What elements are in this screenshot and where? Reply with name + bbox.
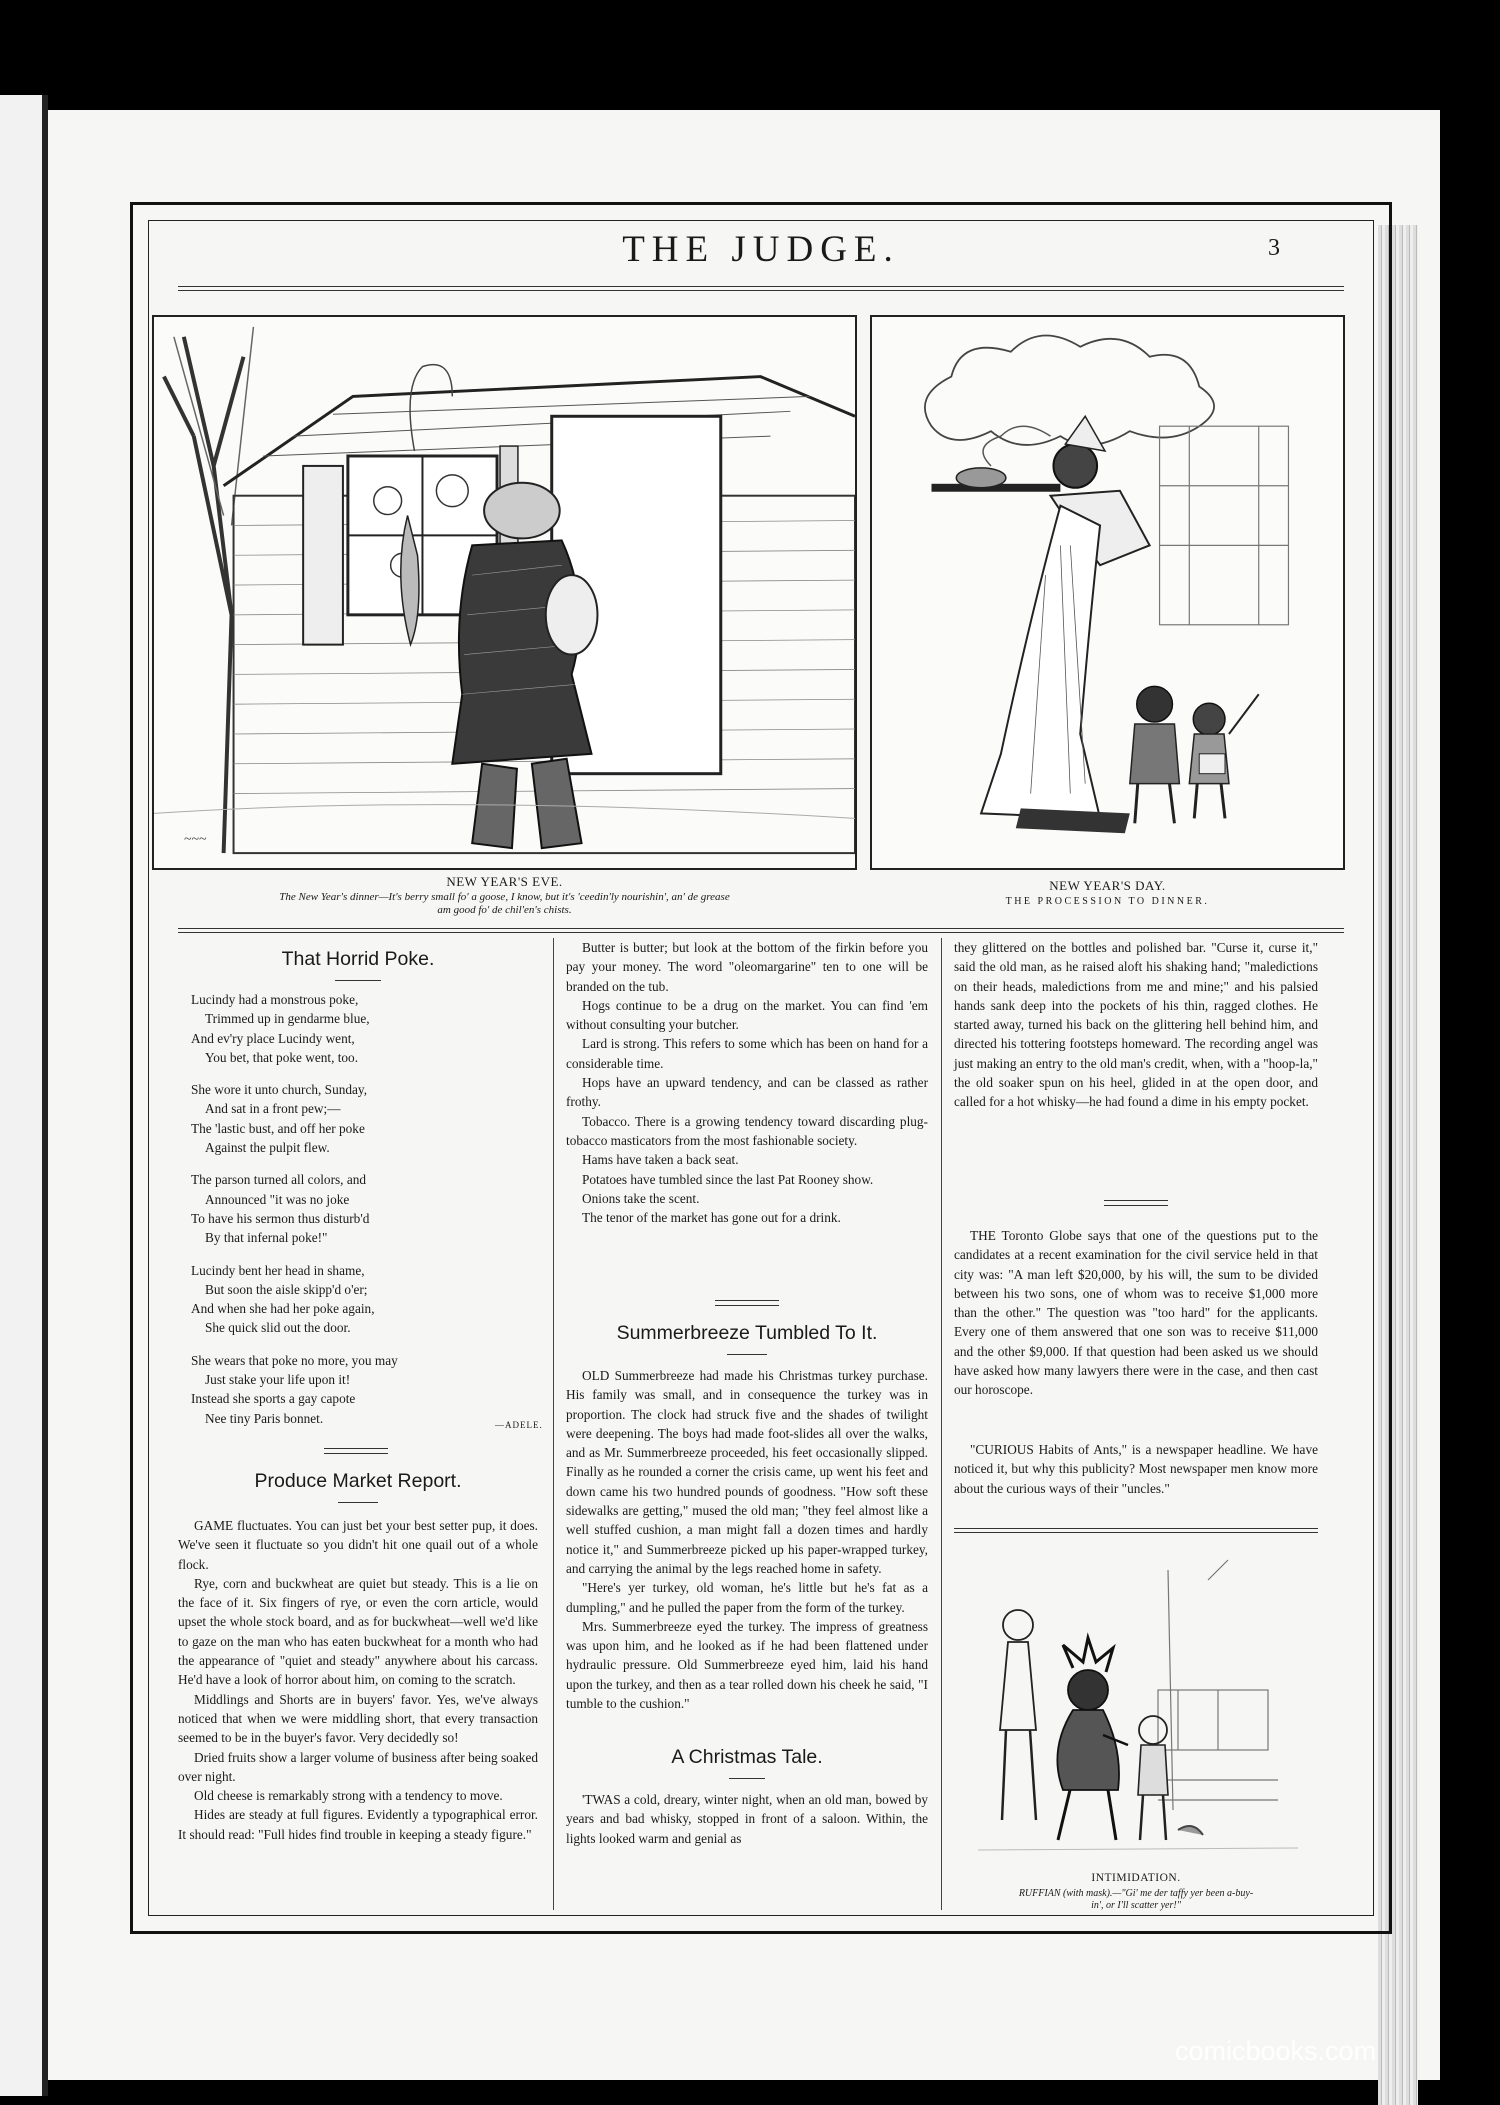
produce-paragraph: Hides are steady at full figures. Evidently a typographical error. It should read: "Full hides find trouble in keeping a steady figure.": [178, 1807, 538, 1842]
christmas-paragraph: they glittered on the bottles and polished bar. "Curse it, curse it," said the old man, as he raised aloft his shaking hand; "maledictions on their heads, maledictions from me and mine;" and his palsied hands sank deep into the pockets of his thin, ragged clothes. He started away, turned his back on the glittering hell behind him, and directed his tottering footsteps homeward. The recording angel was just making an entry to the old man's credit, when, with a "hoop-la," the old soaker spun on his heel, glided in at the open door, and called for a hot whisky—he had found a dime in his empty pocket.: [954, 940, 1318, 1110]
poem-signature: —ADELE.: [495, 1420, 543, 1430]
masthead-rule: [178, 286, 1344, 291]
poem-line: Against the pulpit flew.: [205, 1140, 330, 1156]
produce-paragraph: Potatoes have tumbled since the last Pat Rooney show.: [582, 1171, 874, 1187]
eve-caption-title: NEW YEAR'S EVE.: [446, 874, 563, 889]
day-caption-title: NEW YEAR'S DAY.: [1049, 878, 1166, 893]
ants-item: [954, 1440, 1318, 1498]
intimidation-illustration: [978, 1550, 1298, 1868]
page-number: 3: [1268, 235, 1280, 261]
poem-body: [191, 990, 541, 1428]
ants-paragraph: "CURIOUS Habits of Ants," is a newspaper headline. We have noticed it, but why this publicity? Most newspaper men know more about the curious ways of their "uncles.": [954, 1442, 1318, 1496]
new-years-day-illustration: [870, 315, 1345, 870]
produce-paragraph: Hams have taken a back seat.: [582, 1152, 739, 1168]
section-separator: [715, 1300, 779, 1306]
poem-line: You bet, that poke went, too.: [205, 1049, 359, 1065]
produce-column-1: [178, 1516, 538, 1844]
poem-line: Lucindy had a monstrous poke,: [191, 992, 359, 1007]
left-page-edge: [0, 95, 42, 2096]
day-caption-text: THE PROCESSION TO DINNER.: [1005, 896, 1210, 907]
summerbreeze-body: [566, 1366, 928, 1713]
christmas-title-rule: [729, 1778, 765, 1779]
watermark: comicbooks.com: [1175, 2036, 1377, 2066]
intimidation-caption-title: INTIMIDATION.: [1091, 1872, 1181, 1884]
summerbreeze-paragraph: Mrs. Summerbreeze eyed the turkey. The impress of greatness was upon him, and he looked as if he had been flattened under hydraulic pressure. Old Summerbreeze eyed him, laid his hand upon the turkey, and then as a tear rolled down his cheek he said, "I tumble to the cushion.": [566, 1618, 928, 1712]
poem-line: Just stake your life upon it!: [205, 1372, 351, 1388]
column-divider-right: [941, 938, 942, 1910]
summerbreeze-paragraph: "Here's yer turkey, old woman, he's little but he's fat as a dumpling," and he pulled the paper from the form of the turkey.: [566, 1580, 928, 1615]
poem-line: She quick slid out the door.: [205, 1320, 351, 1336]
poem-line: Nee tiny Paris bonnet.: [205, 1410, 324, 1426]
intimidation-caption-line1: RUFFIAN (with mask).—"Gi' me der taffy yer been a-buy-: [1018, 1888, 1254, 1899]
poem-line: She wore it unto church, Sunday,: [191, 1082, 368, 1098]
summerbreeze-title: Summerbreeze Tumbled To It.: [616, 1322, 878, 1344]
intimidation-caption-line2: in', or I'll scatter yer!": [1091, 1900, 1181, 1911]
poem-line: The parson turned all colors, and: [191, 1172, 367, 1188]
produce-paragraph: Hops have an upward tendency, and can be classed as rather frothy.: [566, 1075, 928, 1110]
produce-title: Produce Market Report.: [254, 1470, 462, 1492]
produce-paragraph: Tobacco. There is a growing tendency toward discarding plug-tobacco masticators from the most fashionable society.: [566, 1113, 928, 1148]
column-divider-left: [553, 938, 554, 1910]
produce-paragraph: Dried fruits show a larger volume of business after being soaked over night.: [178, 1749, 538, 1784]
poem-line: And ev'ry place Lucindy went,: [191, 1030, 355, 1046]
svg-text:~~~: ~~~: [183, 832, 207, 848]
poem-title-rule: [335, 980, 381, 981]
poem-line: Lucindy bent her head in shame,: [191, 1262, 365, 1278]
produce-paragraph: The tenor of the market has gone out for a drink.: [582, 1210, 841, 1226]
masthead-title: THE JUDGE.: [622, 229, 900, 270]
produce-paragraph: Old cheese is remarkably strong with a tendency to move.: [194, 1788, 503, 1804]
poem-line: To have his sermon thus disturb'd: [191, 1210, 370, 1226]
produce-paragraph: Rye, corn and buckwheat are quiet but steady. This is a lie on the face of it. Six fingers of rye, or even the corn article, would upset the whole stock board, and as for buckwheat—well we'd like to gaze on the man who has eaten buckwheat for a month who had the appearance of "quiet and steady" anywhere about his carcass. He'd have a look of horror about him, on coming to the scratch.: [178, 1575, 538, 1688]
ants-bottom-rule: [954, 1528, 1318, 1533]
cartoon-bottom-rule: [178, 928, 1344, 933]
produce-paragraph: Hogs continue to be a drug on the market. You can find 'em without consulting your butcher.: [566, 997, 928, 1033]
christmas-body-col3: [954, 938, 1318, 1112]
eve-caption-line2: am good fo' de chil'en's chists.: [437, 904, 572, 916]
page-sheet: [48, 110, 1440, 2080]
poem-line: But soon the aisle skipp'd o'er;: [205, 1281, 368, 1297]
christmas-title: A Christmas Tale.: [671, 1746, 823, 1768]
eve-caption-line1: The New Year's dinner—It's berry small fo' a goose, I know, but it's 'ceedin'ly nourishin', an' de grease: [279, 891, 730, 903]
poem-line: And when she had her poke again,: [191, 1301, 375, 1317]
globe-paragraph: THE Toronto Globe says that one of the questions put to the candidates at a recent examination for the civil service held in that city was: "A man left $20,000, by his will, the sum to be divided between his two sons, one of whom was to receive $1,000 more than the other." The question was "too hard" for the applicants. Every one of them answered that one son was to receive $11,000 and the other $9,000. If that question had been asked us we should have asked how many lawyers there were in the case, and then cast our horoscope.: [954, 1228, 1318, 1398]
christmas-body-col2: [566, 1790, 928, 1848]
poem-line: Announced "it was no joke: [205, 1191, 350, 1207]
summerbreeze-title-rule: [727, 1354, 767, 1355]
christmas-paragraph: 'TWAS a cold, dreary, winter night, when an old man, bowed by years and bad whisky, stopped in front of a saloon. Within, the lights looked warm and genial as: [566, 1792, 928, 1846]
produce-title-rule: [338, 1502, 378, 1503]
poem-line: By that infernal poke!": [205, 1230, 328, 1246]
section-separator: [324, 1448, 388, 1454]
section-separator: [1104, 1200, 1168, 1206]
produce-column-2: [566, 938, 928, 1227]
new-years-eve-illustration: [152, 315, 857, 870]
produce-paragraph: Butter is butter; but look at the bottom of the firkin before you pay your money. The word "oleomargarine" ten to one will be branded on the tub.: [566, 940, 928, 994]
poem-line: She wears that poke no more, you may: [191, 1352, 398, 1368]
produce-paragraph: Middlings and Shorts are in buyers' favor. Yes, we've always noticed that when we were middling short, that every transaction seemed to be in the buyer's favor. Very decidedly so!: [178, 1691, 538, 1746]
poem-title: That Horrid Poke.: [281, 948, 435, 970]
globe-item: [954, 1226, 1318, 1400]
poem-line: Trimmed up in gendarme blue,: [205, 1011, 370, 1027]
produce-paragraph: Lard is strong. This refers to some which has been on hand for a considerable time.: [566, 1036, 928, 1071]
produce-paragraph: GAME fluctuates. You can just bet your best setter pup, it does. We've seen it fluctuate so you didn't hit one quail out of a whole flock.: [178, 1518, 538, 1572]
poem-line: And sat in a front pew;—: [205, 1101, 341, 1117]
summerbreeze-paragraph: OLD Summerbreeze had made his Christmas turkey purchase. His family was small, and in consequence the turkey was in proportion. The clock had struck five and the shades of twilight were deepening. The boys had made foot-slides all over the walks, and as Mr. Summerbreeze proceeded, his feet occasionally slipped. Finally as he rounded a corner the crisis came, up went his feet and down came his two hundred pounds of goodness. "How soft these sidewalks are getting," mused the old man; "they feel almost like a well stuffed cushion, a man might fall a dozen times and hardly notice it," and Summerbreeze picked up his paper-wrapped turkey, and carrying the animal by the legs reached home in safety.: [566, 1368, 928, 1576]
poem-line: Instead she sports a gay capote: [191, 1391, 356, 1407]
produce-paragraph: Onions take the scent.: [582, 1190, 700, 1206]
poem-line: The 'lastic bust, and off her poke: [191, 1120, 365, 1136]
